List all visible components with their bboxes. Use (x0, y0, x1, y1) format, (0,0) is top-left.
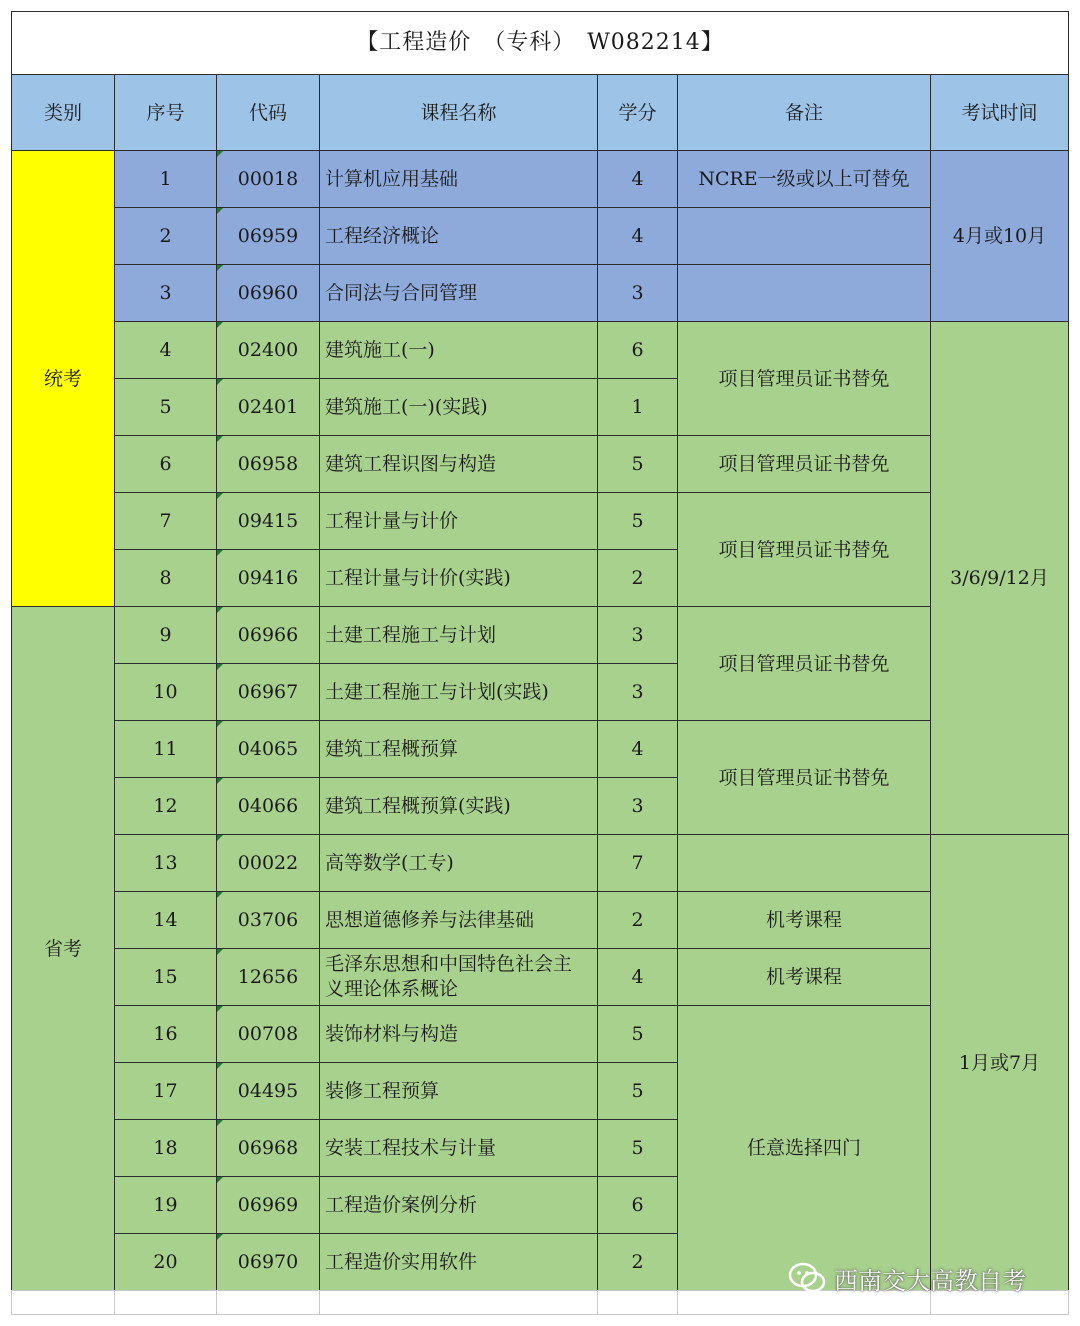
course-name: 工程计量与计价 (319, 492, 598, 550)
cell-marker-icon (217, 835, 223, 841)
cell-marker-icon (217, 1006, 223, 1012)
watermark-text: 西南交大高教自考 (834, 1266, 1026, 1295)
course-name: 计算机应用基础 (319, 150, 598, 208)
exam-time: 1月或7月 (930, 834, 1069, 1291)
empty-cell (319, 1290, 598, 1315)
course-no: 12 (114, 777, 217, 835)
cell-marker-icon (217, 208, 223, 214)
course-name: 建筑工程概预算(实践) (319, 777, 598, 835)
course-code: 06960 (216, 264, 320, 322)
course-credit: 3 (597, 606, 678, 664)
course-no: 10 (114, 663, 217, 721)
cell-marker-icon (217, 322, 223, 328)
course-credit: 1 (597, 378, 678, 436)
header-name: 课程名称 (319, 74, 598, 151)
course-name: 思想道德修养与法律基础 (319, 891, 598, 949)
cell-marker-icon (217, 1120, 223, 1126)
course-no: 17 (114, 1062, 217, 1120)
header-no: 序号 (114, 74, 217, 151)
empty-cell (216, 1290, 320, 1315)
course-no: 4 (114, 321, 217, 379)
course-note: 任意选择四门 (677, 1005, 931, 1291)
course-no: 11 (114, 720, 217, 778)
course-name: 合同法与合同管理 (319, 264, 598, 322)
course-no: 6 (114, 435, 217, 493)
cell-marker-icon (217, 1234, 223, 1240)
course-credit: 3 (597, 777, 678, 835)
cell-marker-icon (217, 778, 223, 784)
course-credit: 3 (597, 663, 678, 721)
course-no: 15 (114, 948, 217, 1006)
cell-marker-icon (217, 265, 223, 271)
course-code: 06968 (216, 1119, 320, 1177)
course-name: 建筑工程识图与构造 (319, 435, 598, 493)
empty-cell (11, 1290, 115, 1315)
course-note (677, 207, 931, 265)
course-name: 安装工程技术与计量 (319, 1119, 598, 1177)
cell-marker-icon (217, 1177, 223, 1183)
watermark (788, 1258, 1026, 1298)
course-credit: 5 (597, 492, 678, 550)
course-no: 8 (114, 549, 217, 607)
course-name: 毛泽东思想和中国特色社会主义理论体系概论 (319, 948, 598, 1006)
course-code: 02400 (216, 321, 320, 379)
header-exam-time: 考试时间 (930, 74, 1069, 151)
course-code: 00018 (216, 150, 320, 208)
course-credit: 2 (597, 891, 678, 949)
header-note: 备注 (677, 74, 931, 151)
course-code: 06959 (216, 207, 320, 265)
course-credit: 6 (597, 1176, 678, 1234)
course-credit: 5 (597, 1119, 678, 1177)
course-code: 04066 (216, 777, 320, 835)
table-title: 【工程造价 （专科） W082214】 (11, 11, 1069, 75)
course-no: 2 (114, 207, 217, 265)
category-provincial: 省考 (11, 606, 115, 1291)
wechat-icon (788, 1261, 828, 1295)
course-note: 机考课程 (677, 948, 931, 1006)
course-no: 16 (114, 1005, 217, 1063)
cell-marker-icon (217, 436, 223, 442)
cell-marker-icon (217, 493, 223, 499)
category-unified: 统考 (11, 150, 115, 607)
course-name: 工程经济概论 (319, 207, 598, 265)
course-credit: 4 (597, 207, 678, 265)
course-credit: 4 (597, 150, 678, 208)
course-note: 项目管理员证书替免 (677, 720, 931, 835)
course-credit: 2 (597, 1233, 678, 1291)
cell-marker-icon (217, 1063, 223, 1069)
course-code: 09416 (216, 549, 320, 607)
course-no: 19 (114, 1176, 217, 1234)
course-note (677, 264, 931, 322)
cell-marker-icon (217, 151, 223, 157)
course-code: 04495 (216, 1062, 320, 1120)
course-name: 土建工程施工与计划(实践) (319, 663, 598, 721)
course-no: 18 (114, 1119, 217, 1177)
course-name: 装修工程预算 (319, 1062, 598, 1120)
empty-cell (114, 1290, 217, 1315)
course-credit: 6 (597, 321, 678, 379)
course-code: 00022 (216, 834, 320, 892)
course-note: 项目管理员证书替免 (677, 492, 931, 607)
course-credit: 5 (597, 1005, 678, 1063)
exam-time: 4月或10月 (930, 150, 1069, 322)
course-name: 工程计量与计价(实践) (319, 549, 598, 607)
course-no: 3 (114, 264, 217, 322)
exam-time: 3/6/9/12月 (930, 321, 1069, 835)
course-credit: 5 (597, 1062, 678, 1120)
course-credit: 4 (597, 720, 678, 778)
course-credit: 2 (597, 549, 678, 607)
course-name: 土建工程施工与计划 (319, 606, 598, 664)
course-code: 06970 (216, 1233, 320, 1291)
course-note (677, 834, 931, 892)
course-name: 工程造价实用软件 (319, 1233, 598, 1291)
empty-cell (597, 1290, 678, 1315)
cell-marker-icon (217, 892, 223, 898)
cell-marker-icon (217, 949, 223, 955)
course-no: 1 (114, 150, 217, 208)
cell-marker-icon (217, 721, 223, 727)
course-code: 00708 (216, 1005, 320, 1063)
cell-marker-icon (217, 607, 223, 613)
cell-marker-icon (217, 550, 223, 556)
course-no: 14 (114, 891, 217, 949)
course-code: 02401 (216, 378, 320, 436)
course-no: 13 (114, 834, 217, 892)
course-note: 机考课程 (677, 891, 931, 949)
course-credit: 4 (597, 948, 678, 1006)
course-note: NCRE一级或以上可替免 (677, 150, 931, 208)
course-code: 06966 (216, 606, 320, 664)
course-no: 9 (114, 606, 217, 664)
course-code: 04065 (216, 720, 320, 778)
course-code: 06969 (216, 1176, 320, 1234)
cell-marker-icon (217, 664, 223, 670)
course-code: 06958 (216, 435, 320, 493)
course-code: 12656 (216, 948, 320, 1006)
cell-marker-icon (217, 379, 223, 385)
header-credit: 学分 (597, 74, 678, 151)
course-name: 建筑施工(一) (319, 321, 598, 379)
course-note: 项目管理员证书替免 (677, 606, 931, 721)
course-name: 装饰材料与构造 (319, 1005, 598, 1063)
course-name: 工程造价案例分析 (319, 1176, 598, 1234)
course-no: 20 (114, 1233, 217, 1291)
course-no: 7 (114, 492, 217, 550)
course-code: 09415 (216, 492, 320, 550)
course-no: 5 (114, 378, 217, 436)
course-name: 高等数学(工专) (319, 834, 598, 892)
course-note: 项目管理员证书替免 (677, 321, 931, 436)
course-credit: 5 (597, 435, 678, 493)
course-name: 建筑工程概预算 (319, 720, 598, 778)
header-code: 代码 (216, 74, 320, 151)
course-name: 建筑施工(一)(实践) (319, 378, 598, 436)
course-credit: 7 (597, 834, 678, 892)
course-credit: 3 (597, 264, 678, 322)
course-code: 06967 (216, 663, 320, 721)
course-note: 项目管理员证书替免 (677, 435, 931, 493)
course-code: 03706 (216, 891, 320, 949)
header-category: 类别 (11, 74, 115, 151)
